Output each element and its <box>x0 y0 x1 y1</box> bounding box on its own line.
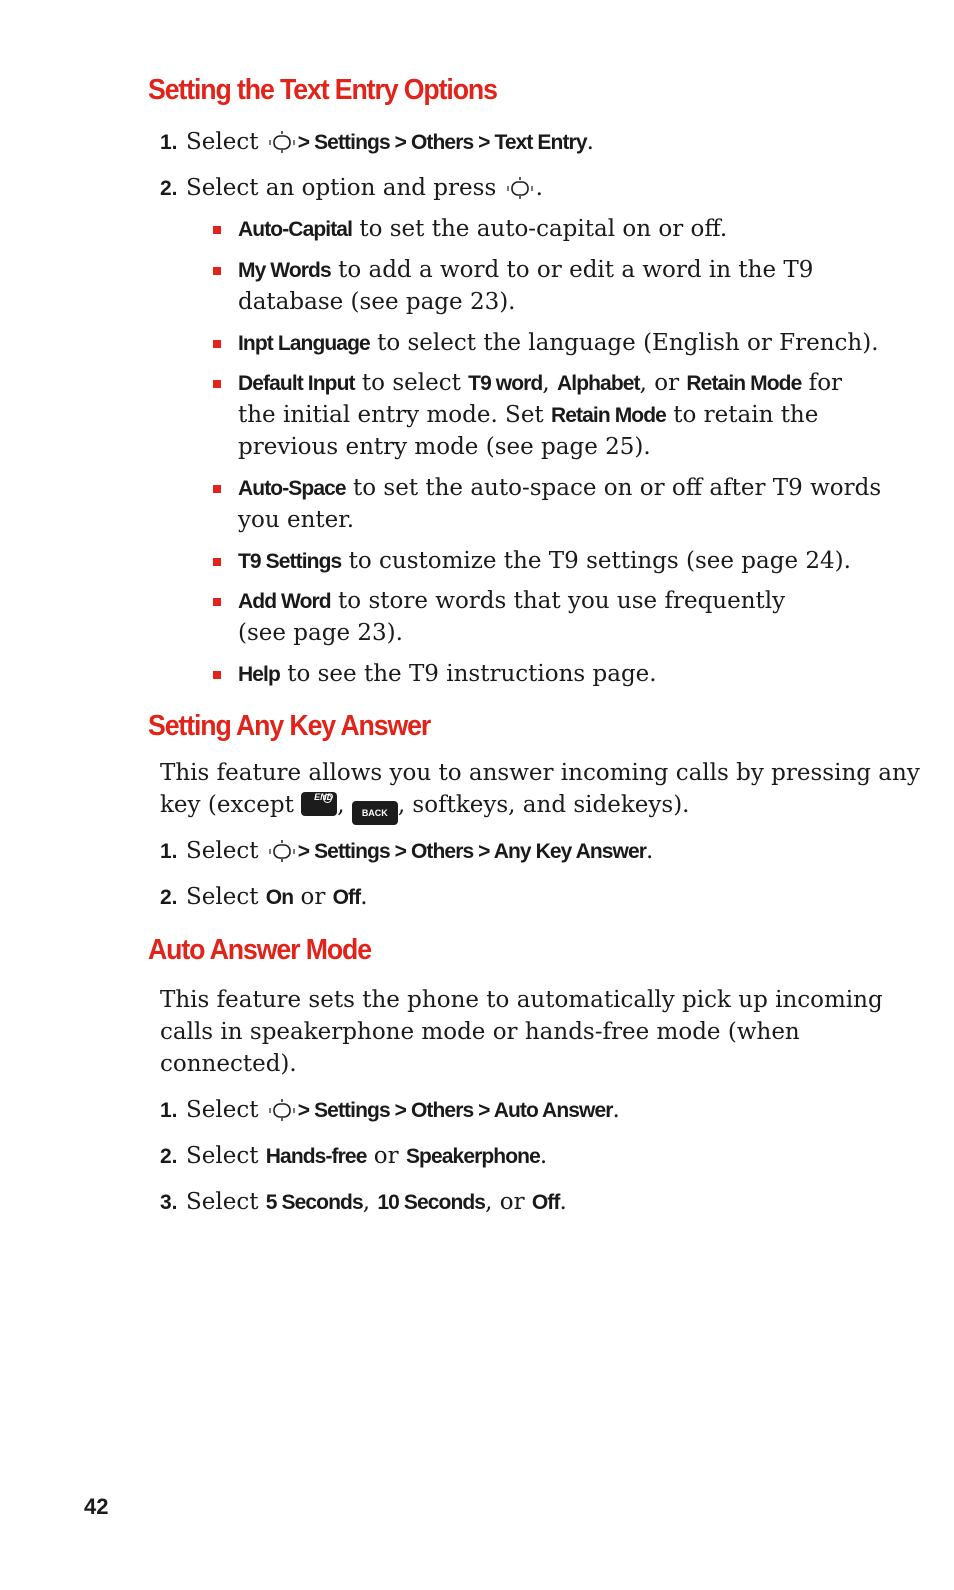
step-1-text-entry: 1. Select > Settings > Others > Text Entry. <box>160 129 594 155</box>
nav-key-icon <box>506 176 534 200</box>
step-3-seconds: 3. Select 5 Seconds, 10 Seconds, or Off. <box>160 1189 567 1215</box>
page-number: 42 <box>84 1494 109 1519</box>
any-key-description-cont: key (except END , BACK , softkeys, and sidekeys). <box>160 789 690 825</box>
bullet-my-words: My Words to add a word to or edit a word in the T9 <box>238 254 813 287</box>
bullet-auto-capital: Auto-Capital to set the auto-capital on or off. <box>238 213 727 246</box>
bullet-default-input: Default Input to select T9 word, Alphabet, or Retain Mode for <box>238 367 842 400</box>
section-title-text-entry-options: Setting the Text Entry Options <box>148 74 497 106</box>
bullet-square-icon <box>213 267 221 275</box>
bullet-help: Help to see the T9 instructions page. <box>238 658 657 691</box>
back-key-icon: BACK <box>352 801 398 825</box>
nav-key-icon <box>268 1098 296 1122</box>
step-1-any-key: 1. Select > Settings > Others > Any Key Answer. <box>160 838 654 864</box>
nav-key-icon <box>268 130 296 154</box>
bullet-add-word-cont: (see page 23). <box>238 620 403 646</box>
nav-key-icon <box>268 839 296 863</box>
auto-answer-description-cont2: connected). <box>160 1051 297 1077</box>
menu-path: > Settings > Others > Text Entry <box>297 131 587 154</box>
bullet-square-icon <box>213 598 221 606</box>
bullet-inpt-language: Inpt Language to select the language (English or French). <box>238 327 879 360</box>
menu-path: > Settings > Others > Any Key Answer <box>297 840 647 863</box>
step-2-on-off: 2. Select On or Off. <box>160 884 368 910</box>
bullet-square-icon <box>213 340 221 348</box>
step-2-select-option: 2. Select an option and press . <box>160 175 543 201</box>
any-key-description: This feature allows you to answer incoming calls by pressing any <box>160 760 920 786</box>
bullet-square-icon <box>213 671 221 679</box>
bullet-square-icon <box>213 380 221 388</box>
auto-answer-description: This feature sets the phone to automatically pick up incoming <box>160 987 883 1013</box>
bullet-square-icon <box>213 558 221 566</box>
bullet-add-word: Add Word to store words that you use frequently <box>238 585 785 618</box>
bullet-auto-space: Auto-Space to set the auto-space on or off after T9 words <box>238 472 881 505</box>
menu-path: > Settings > Others > Auto Answer <box>297 1099 613 1122</box>
section-title-auto-answer-mode: Auto Answer Mode <box>148 934 371 966</box>
bullet-t9-settings: T9 Settings to customize the T9 settings (see page 24). <box>238 545 851 578</box>
step-2-hands-free: 2. Select Hands-free or Speakerphone. <box>160 1143 548 1169</box>
bullet-my-words-cont: database (see page 23). <box>238 289 516 315</box>
section-title-any-key-answer: Setting Any Key Answer <box>148 710 431 742</box>
bullet-square-icon <box>213 485 221 493</box>
bullet-auto-space-cont: you enter. <box>238 507 355 533</box>
bullet-square-icon <box>213 226 221 234</box>
bullet-default-input-cont: the initial entry mode. Set Retain Mode to retain the <box>238 402 819 428</box>
step-1-auto-answer: 1. Select > Settings > Others > Auto Answer. <box>160 1097 620 1123</box>
auto-answer-description-cont: calls in speakerphone mode or hands-free mode (when <box>160 1019 800 1045</box>
bullet-default-input-cont2: previous entry mode (see page 25). <box>238 434 651 460</box>
end-key-icon: END <box>301 792 337 816</box>
